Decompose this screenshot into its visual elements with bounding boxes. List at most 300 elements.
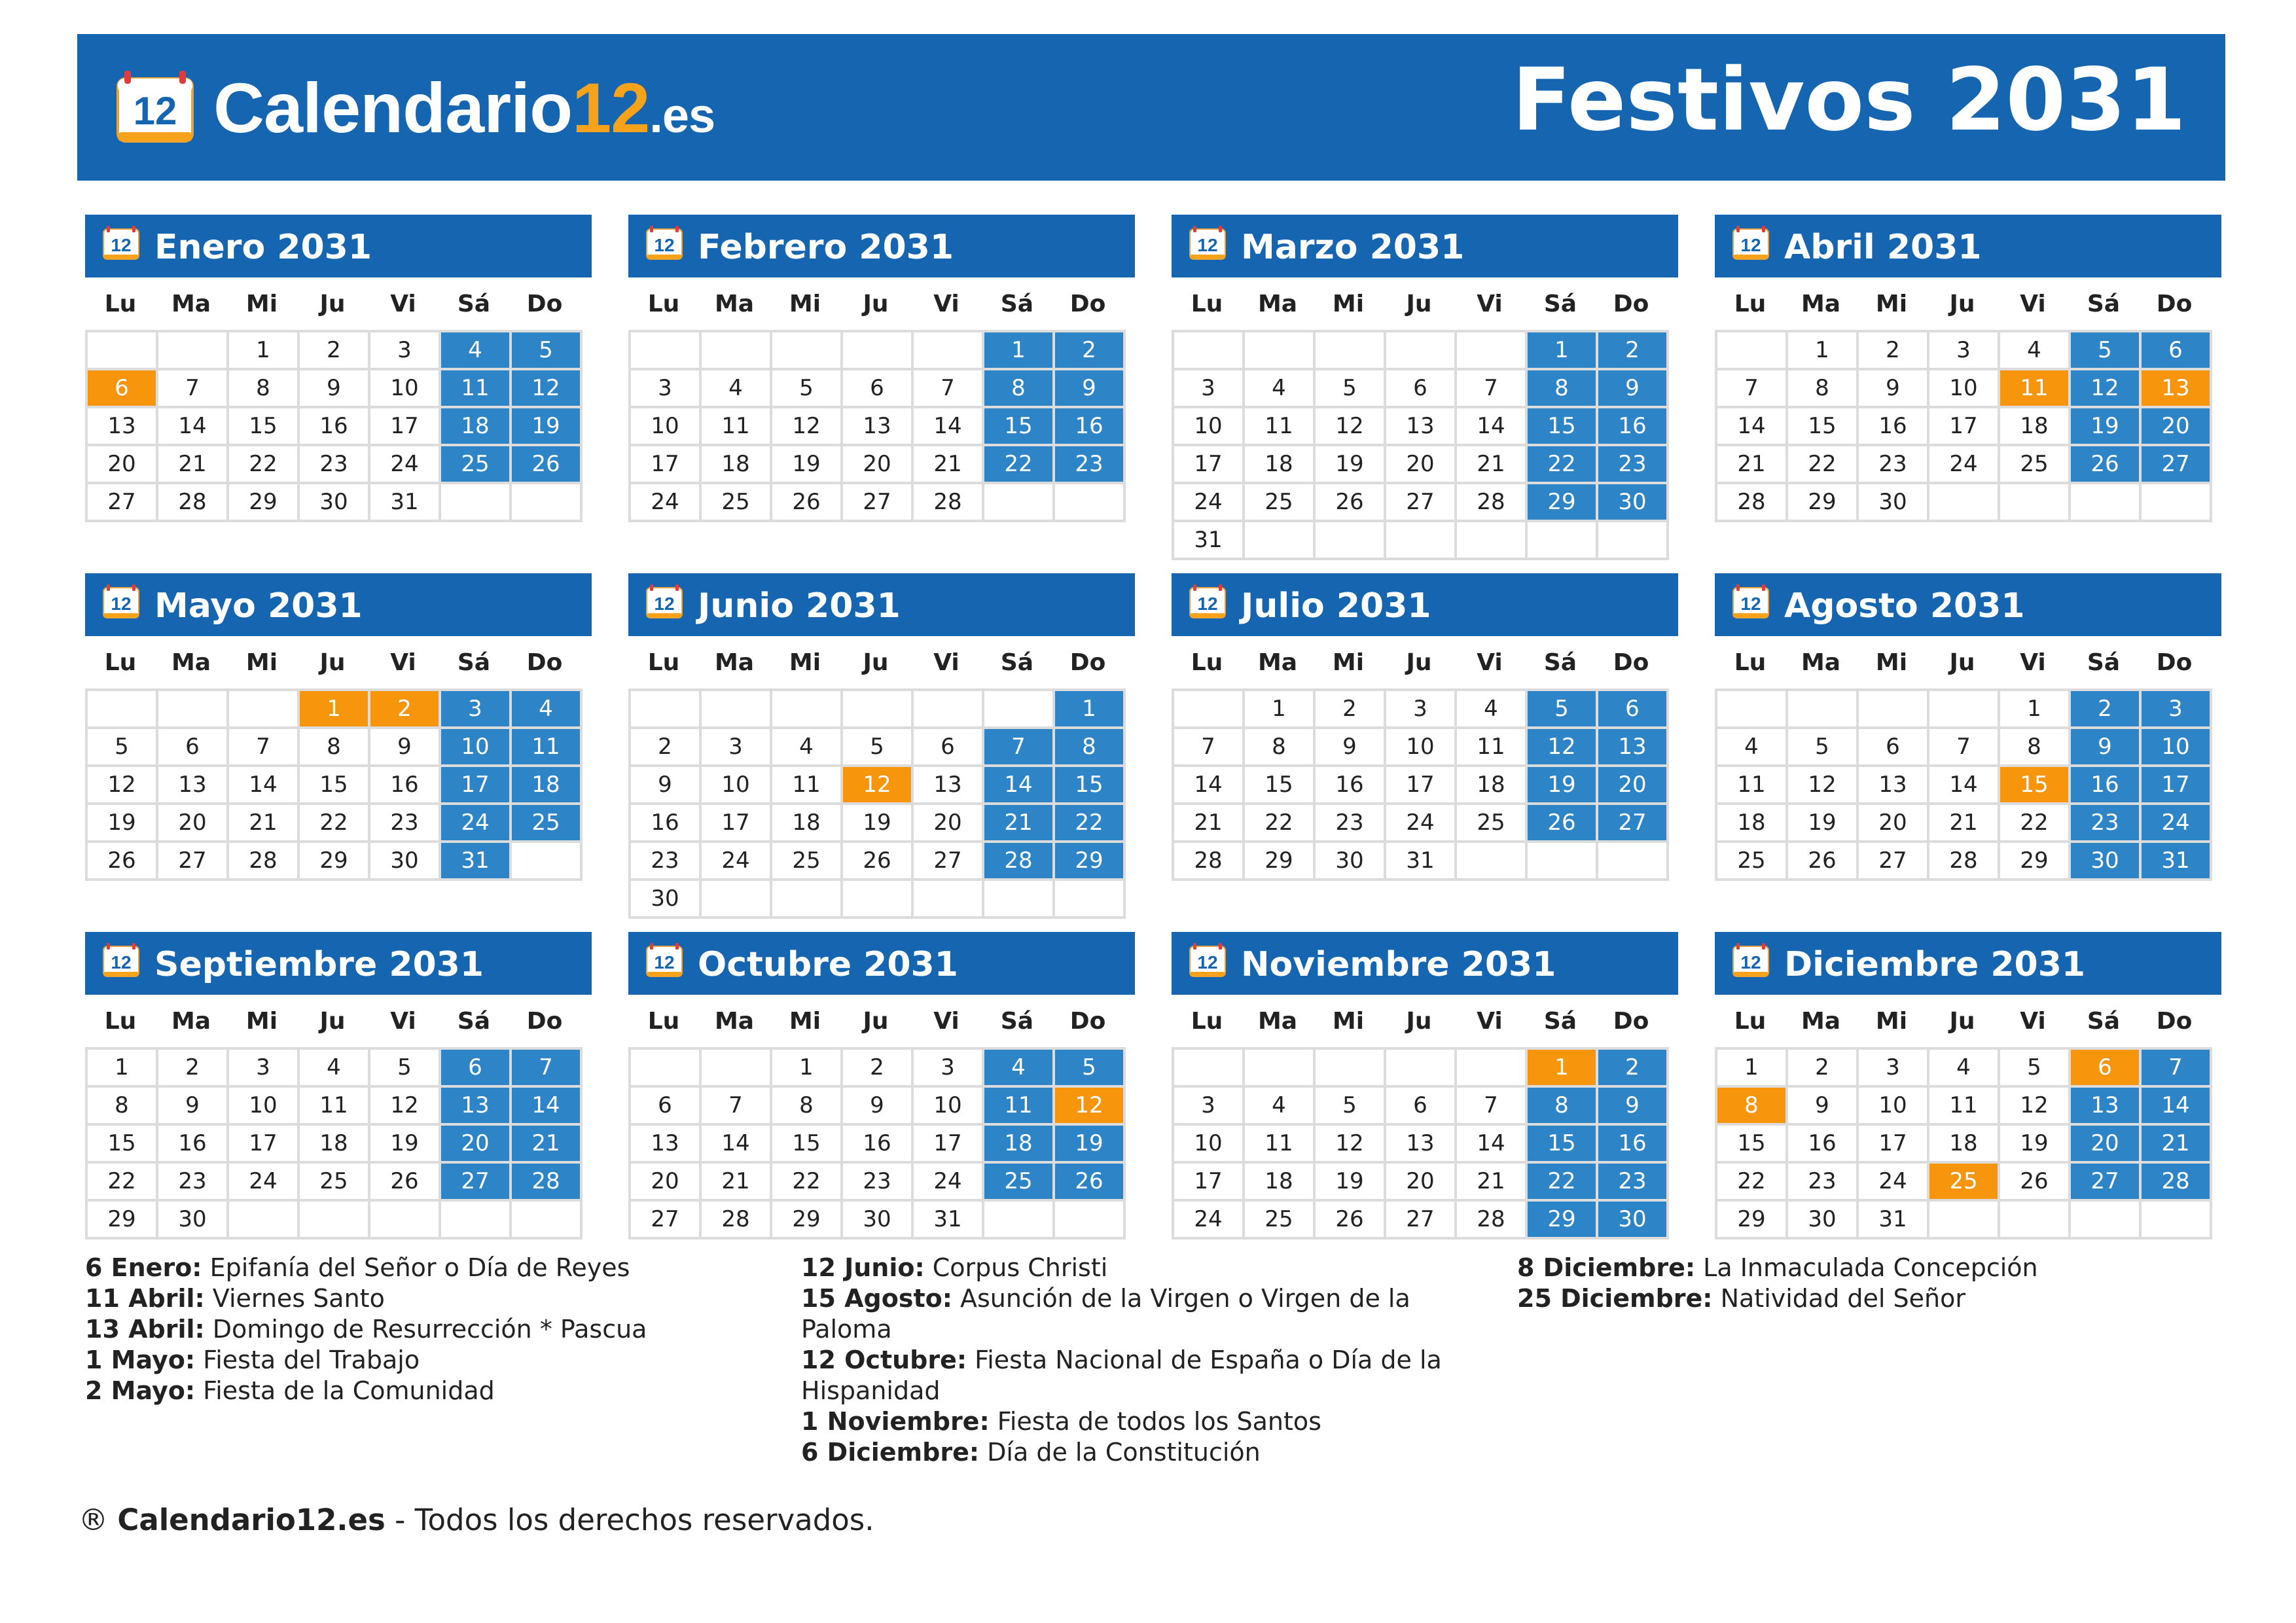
day-cell[interactable]: 13: [88, 408, 158, 446]
day-cell[interactable]: 16: [843, 1126, 914, 1164]
day-cell[interactable]: 21: [1457, 1164, 1528, 1202]
day-cell[interactable]: 26: [1316, 484, 1386, 522]
day-cell[interactable]: 31: [914, 1202, 984, 1240]
day-cell[interactable]: 8: [1717, 1088, 1788, 1126]
day-cell[interactable]: 27: [914, 843, 984, 881]
brand-name[interactable]: [213, 67, 715, 149]
day-cell[interactable]: 20: [843, 446, 914, 484]
day-cell[interactable]: 9: [843, 1088, 914, 1126]
day-cell[interactable]: 18: [2000, 408, 2071, 446]
day-cell[interactable]: 12: [2000, 1088, 2071, 1126]
day-cell[interactable]: 2: [1316, 691, 1386, 729]
day-cell[interactable]: 25: [1457, 805, 1528, 843]
day-cell[interactable]: 18: [512, 767, 583, 805]
day-cell[interactable]: 15: [1788, 408, 1859, 446]
day-cell[interactable]: 20: [1598, 767, 1669, 805]
day-cell[interactable]: 4: [512, 691, 583, 729]
day-cell[interactable]: 4: [441, 332, 512, 370]
day-cell[interactable]: 5: [1316, 1088, 1386, 1126]
day-cell[interactable]: 31: [1386, 843, 1457, 881]
day-cell[interactable]: 21: [1457, 446, 1528, 484]
day-cell[interactable]: 3: [441, 691, 512, 729]
day-cell[interactable]: 31: [1174, 522, 1245, 560]
day-cell[interactable]: 3: [1174, 370, 1245, 408]
day-cell[interactable]: 26: [772, 484, 843, 522]
day-cell[interactable]: 3: [1386, 691, 1457, 729]
day-cell[interactable]: 15: [1055, 767, 1126, 805]
day-cell[interactable]: 4: [2000, 332, 2071, 370]
day-cell[interactable]: 9: [1788, 1088, 1859, 1126]
day-cell[interactable]: 19: [1055, 1126, 1126, 1164]
day-cell[interactable]: 24: [1174, 484, 1245, 522]
day-cell[interactable]: 19: [2071, 408, 2142, 446]
day-cell[interactable]: 28: [1929, 843, 2000, 881]
day-cell[interactable]: 6: [631, 1088, 702, 1126]
day-cell[interactable]: 20: [1859, 805, 1929, 843]
day-cell[interactable]: 18: [300, 1126, 370, 1164]
day-cell[interactable]: 7: [1717, 370, 1788, 408]
day-cell[interactable]: 23: [1788, 1164, 1859, 1202]
day-cell[interactable]: 5: [2071, 332, 2142, 370]
day-cell[interactable]: 3: [370, 332, 441, 370]
day-cell[interactable]: 22: [229, 446, 300, 484]
day-cell[interactable]: 7: [702, 1088, 772, 1126]
day-cell[interactable]: 20: [1386, 446, 1457, 484]
day-cell[interactable]: 24: [229, 1164, 300, 1202]
day-cell[interactable]: 10: [1859, 1088, 1929, 1126]
day-cell[interactable]: 8: [1528, 370, 1598, 408]
day-cell[interactable]: 8: [1055, 729, 1126, 767]
day-cell[interactable]: 27: [158, 843, 229, 881]
day-cell[interactable]: 22: [984, 446, 1055, 484]
day-cell[interactable]: 9: [1598, 1088, 1669, 1126]
day-cell[interactable]: 21: [1717, 446, 1788, 484]
day-cell[interactable]: 14: [1457, 1126, 1528, 1164]
day-cell[interactable]: 1: [1245, 691, 1316, 729]
day-cell[interactable]: 14: [914, 408, 984, 446]
day-cell[interactable]: 10: [1174, 408, 1245, 446]
day-cell[interactable]: 29: [772, 1202, 843, 1240]
day-cell[interactable]: 3: [631, 370, 702, 408]
day-cell[interactable]: 29: [1717, 1202, 1788, 1240]
day-cell[interactable]: 29: [300, 843, 370, 881]
day-cell[interactable]: 17: [1174, 1164, 1245, 1202]
day-cell[interactable]: 18: [1245, 446, 1316, 484]
day-cell[interactable]: 18: [1717, 805, 1788, 843]
day-cell[interactable]: 22: [772, 1164, 843, 1202]
day-cell[interactable]: 27: [631, 1202, 702, 1240]
day-cell[interactable]: 1: [229, 332, 300, 370]
day-cell[interactable]: 27: [441, 1164, 512, 1202]
day-cell[interactable]: 16: [300, 408, 370, 446]
day-cell[interactable]: 2: [843, 1050, 914, 1088]
day-cell[interactable]: 14: [1929, 767, 2000, 805]
day-cell[interactable]: 27: [2071, 1164, 2142, 1202]
day-cell[interactable]: 11: [1717, 767, 1788, 805]
day-cell[interactable]: 23: [300, 446, 370, 484]
day-cell[interactable]: 7: [984, 729, 1055, 767]
day-cell[interactable]: 16: [1598, 1126, 1669, 1164]
day-cell[interactable]: 4: [702, 370, 772, 408]
day-cell[interactable]: 9: [2071, 729, 2142, 767]
day-cell[interactable]: 4: [1245, 370, 1316, 408]
day-cell[interactable]: 27: [88, 484, 158, 522]
day-cell[interactable]: 26: [1528, 805, 1598, 843]
day-cell[interactable]: 19: [1528, 767, 1598, 805]
day-cell[interactable]: 9: [1055, 370, 1126, 408]
day-cell[interactable]: 5: [1528, 691, 1598, 729]
day-cell[interactable]: 1: [300, 691, 370, 729]
day-cell[interactable]: 19: [1788, 805, 1859, 843]
day-cell[interactable]: 12: [1316, 408, 1386, 446]
day-cell[interactable]: 5: [1788, 729, 1859, 767]
day-cell[interactable]: 1: [88, 1050, 158, 1088]
day-cell[interactable]: 25: [2000, 446, 2071, 484]
day-cell[interactable]: 27: [1859, 843, 1929, 881]
day-cell[interactable]: 29: [1245, 843, 1316, 881]
day-cell[interactable]: 17: [229, 1126, 300, 1164]
day-cell[interactable]: 6: [441, 1050, 512, 1088]
day-cell[interactable]: 25: [1245, 1202, 1316, 1240]
day-cell[interactable]: 13: [441, 1088, 512, 1126]
day-cell[interactable]: 21: [2142, 1126, 2212, 1164]
day-cell[interactable]: 2: [2071, 691, 2142, 729]
day-cell[interactable]: 5: [2000, 1050, 2071, 1088]
day-cell[interactable]: 26: [2071, 446, 2142, 484]
day-cell[interactable]: 3: [1929, 332, 2000, 370]
day-cell[interactable]: 17: [914, 1126, 984, 1164]
day-cell[interactable]: 31: [441, 843, 512, 881]
day-cell[interactable]: 6: [158, 729, 229, 767]
day-cell[interactable]: 4: [1929, 1050, 2000, 1088]
day-cell[interactable]: 14: [158, 408, 229, 446]
day-cell[interactable]: 24: [914, 1164, 984, 1202]
day-cell[interactable]: 29: [229, 484, 300, 522]
day-cell[interactable]: 12: [772, 408, 843, 446]
day-cell[interactable]: 31: [2142, 843, 2212, 881]
day-cell[interactable]: 19: [88, 805, 158, 843]
day-cell[interactable]: 26: [2000, 1164, 2071, 1202]
day-cell[interactable]: 1: [984, 332, 1055, 370]
day-cell[interactable]: 4: [772, 729, 843, 767]
day-cell[interactable]: 12: [1788, 767, 1859, 805]
day-cell[interactable]: 28: [229, 843, 300, 881]
day-cell[interactable]: 14: [229, 767, 300, 805]
day-cell[interactable]: 24: [441, 805, 512, 843]
day-cell[interactable]: 24: [1174, 1202, 1245, 1240]
day-cell[interactable]: 6: [2071, 1050, 2142, 1088]
day-cell[interactable]: 1: [1055, 691, 1126, 729]
day-cell[interactable]: 28: [1457, 484, 1528, 522]
day-cell[interactable]: 15: [88, 1126, 158, 1164]
day-cell[interactable]: 30: [2071, 843, 2142, 881]
day-cell[interactable]: 23: [631, 843, 702, 881]
day-cell[interactable]: 6: [914, 729, 984, 767]
day-cell[interactable]: 13: [914, 767, 984, 805]
day-cell[interactable]: 12: [88, 767, 158, 805]
day-cell[interactable]: 14: [1457, 408, 1528, 446]
day-cell[interactable]: 22: [1528, 446, 1598, 484]
day-cell[interactable]: 16: [1788, 1126, 1859, 1164]
day-cell[interactable]: 15: [229, 408, 300, 446]
day-cell[interactable]: 1: [2000, 691, 2071, 729]
day-cell[interactable]: 14: [1174, 767, 1245, 805]
day-cell[interactable]: 4: [984, 1050, 1055, 1088]
day-cell[interactable]: 8: [1245, 729, 1316, 767]
day-cell[interactable]: 18: [1457, 767, 1528, 805]
day-cell[interactable]: 28: [702, 1202, 772, 1240]
day-cell[interactable]: 8: [2000, 729, 2071, 767]
day-cell[interactable]: 11: [300, 1088, 370, 1126]
day-cell[interactable]: 11: [984, 1088, 1055, 1126]
day-cell[interactable]: 15: [772, 1126, 843, 1164]
day-cell[interactable]: 5: [772, 370, 843, 408]
day-cell[interactable]: 3: [702, 729, 772, 767]
day-cell[interactable]: 1: [1788, 332, 1859, 370]
day-cell[interactable]: 7: [229, 729, 300, 767]
day-cell[interactable]: 24: [702, 843, 772, 881]
day-cell[interactable]: 19: [512, 408, 583, 446]
day-cell[interactable]: 26: [843, 843, 914, 881]
day-cell[interactable]: 2: [370, 691, 441, 729]
day-cell[interactable]: 20: [631, 1164, 702, 1202]
day-cell[interactable]: 21: [512, 1126, 583, 1164]
day-cell[interactable]: 19: [1316, 446, 1386, 484]
day-cell[interactable]: 28: [984, 843, 1055, 881]
day-cell[interactable]: 9: [300, 370, 370, 408]
day-cell[interactable]: 18: [984, 1126, 1055, 1164]
day-cell[interactable]: 3: [1859, 1050, 1929, 1088]
day-cell[interactable]: 18: [1245, 1164, 1316, 1202]
day-cell[interactable]: 9: [631, 767, 702, 805]
day-cell[interactable]: 8: [88, 1088, 158, 1126]
day-cell[interactable]: 28: [1717, 484, 1788, 522]
day-cell[interactable]: 29: [1528, 484, 1598, 522]
day-cell[interactable]: 30: [1859, 484, 1929, 522]
day-cell[interactable]: 15: [300, 767, 370, 805]
day-cell[interactable]: 23: [1316, 805, 1386, 843]
day-cell[interactable]: 4: [1457, 691, 1528, 729]
day-cell[interactable]: 18: [1929, 1126, 2000, 1164]
day-cell[interactable]: 13: [1598, 729, 1669, 767]
day-cell[interactable]: 25: [984, 1164, 1055, 1202]
day-cell[interactable]: 11: [1929, 1088, 2000, 1126]
day-cell[interactable]: 25: [1717, 843, 1788, 881]
day-cell[interactable]: 11: [2000, 370, 2071, 408]
day-cell[interactable]: 13: [631, 1126, 702, 1164]
day-cell[interactable]: 1: [1528, 1050, 1598, 1088]
day-cell[interactable]: 2: [300, 332, 370, 370]
day-cell[interactable]: 10: [1174, 1126, 1245, 1164]
day-cell[interactable]: 17: [1386, 767, 1457, 805]
day-cell[interactable]: 20: [914, 805, 984, 843]
day-cell[interactable]: 12: [370, 1088, 441, 1126]
day-cell[interactable]: 10: [370, 370, 441, 408]
day-cell[interactable]: 25: [1245, 484, 1316, 522]
day-cell[interactable]: 7: [512, 1050, 583, 1088]
day-cell[interactable]: 6: [1598, 691, 1669, 729]
day-cell[interactable]: 25: [1929, 1164, 2000, 1202]
day-cell[interactable]: 7: [914, 370, 984, 408]
day-cell[interactable]: 15: [1245, 767, 1316, 805]
day-cell[interactable]: 27: [1386, 1202, 1457, 1240]
day-cell[interactable]: 23: [158, 1164, 229, 1202]
day-cell[interactable]: 14: [2142, 1088, 2212, 1126]
day-cell[interactable]: 21: [158, 446, 229, 484]
day-cell[interactable]: 10: [702, 767, 772, 805]
day-cell[interactable]: 7: [1929, 729, 2000, 767]
footer-brand[interactable]: Calendario12.es: [117, 1503, 386, 1537]
day-cell[interactable]: 30: [300, 484, 370, 522]
day-cell[interactable]: 19: [772, 446, 843, 484]
day-cell[interactable]: 30: [843, 1202, 914, 1240]
day-cell[interactable]: 28: [1174, 843, 1245, 881]
day-cell[interactable]: 30: [1788, 1202, 1859, 1240]
day-cell[interactable]: 6: [1386, 370, 1457, 408]
day-cell[interactable]: 22: [1055, 805, 1126, 843]
day-cell[interactable]: 15: [1528, 408, 1598, 446]
day-cell[interactable]: 3: [229, 1050, 300, 1088]
day-cell[interactable]: 9: [1598, 370, 1669, 408]
day-cell[interactable]: 23: [370, 805, 441, 843]
day-cell[interactable]: 13: [1386, 1126, 1457, 1164]
day-cell[interactable]: 24: [1859, 1164, 1929, 1202]
day-cell[interactable]: 22: [1717, 1164, 1788, 1202]
day-cell[interactable]: 17: [2142, 767, 2212, 805]
day-cell[interactable]: 17: [1174, 446, 1245, 484]
day-cell[interactable]: 30: [370, 843, 441, 881]
day-cell[interactable]: 2: [158, 1050, 229, 1088]
day-cell[interactable]: 16: [631, 805, 702, 843]
day-cell[interactable]: 23: [2071, 805, 2142, 843]
day-cell[interactable]: 28: [914, 484, 984, 522]
day-cell[interactable]: 21: [1929, 805, 2000, 843]
day-cell[interactable]: 18: [702, 446, 772, 484]
day-cell[interactable]: 3: [914, 1050, 984, 1088]
day-cell[interactable]: 15: [984, 408, 1055, 446]
day-cell[interactable]: 8: [984, 370, 1055, 408]
day-cell[interactable]: 1: [1717, 1050, 1788, 1088]
day-cell[interactable]: 22: [88, 1164, 158, 1202]
day-cell[interactable]: 26: [88, 843, 158, 881]
day-cell[interactable]: 10: [441, 729, 512, 767]
day-cell[interactable]: 30: [1598, 484, 1669, 522]
day-cell[interactable]: 30: [1598, 1202, 1669, 1240]
day-cell[interactable]: 26: [1055, 1164, 1126, 1202]
day-cell[interactable]: 12: [1316, 1126, 1386, 1164]
day-cell[interactable]: 4: [1717, 729, 1788, 767]
day-cell[interactable]: 13: [158, 767, 229, 805]
day-cell[interactable]: 17: [370, 408, 441, 446]
day-cell[interactable]: 3: [2142, 691, 2212, 729]
day-cell[interactable]: 9: [370, 729, 441, 767]
day-cell[interactable]: 30: [1316, 843, 1386, 881]
day-cell[interactable]: 23: [1055, 446, 1126, 484]
day-cell[interactable]: 11: [1245, 1126, 1316, 1164]
day-cell[interactable]: 25: [702, 484, 772, 522]
day-cell[interactable]: 21: [984, 805, 1055, 843]
day-cell[interactable]: 20: [158, 805, 229, 843]
day-cell[interactable]: 10: [631, 408, 702, 446]
day-cell[interactable]: 13: [1386, 408, 1457, 446]
day-cell[interactable]: 13: [2142, 370, 2212, 408]
day-cell[interactable]: 9: [1316, 729, 1386, 767]
day-cell[interactable]: 29: [1055, 843, 1126, 881]
day-cell[interactable]: 22: [1528, 1164, 1598, 1202]
day-cell[interactable]: 11: [772, 767, 843, 805]
day-cell[interactable]: 12: [512, 370, 583, 408]
day-cell[interactable]: 25: [441, 446, 512, 484]
day-cell[interactable]: 8: [772, 1088, 843, 1126]
day-cell[interactable]: 17: [441, 767, 512, 805]
day-cell[interactable]: 4: [300, 1050, 370, 1088]
day-cell[interactable]: 13: [2071, 1088, 2142, 1126]
day-cell[interactable]: 8: [300, 729, 370, 767]
day-cell[interactable]: 16: [370, 767, 441, 805]
day-cell[interactable]: 2: [1598, 332, 1669, 370]
day-cell[interactable]: 15: [1717, 1126, 1788, 1164]
day-cell[interactable]: 2: [1788, 1050, 1859, 1088]
day-cell[interactable]: 27: [843, 484, 914, 522]
day-cell[interactable]: 19: [843, 805, 914, 843]
day-cell[interactable]: 15: [1528, 1126, 1598, 1164]
day-cell[interactable]: 5: [843, 729, 914, 767]
day-cell[interactable]: 10: [1386, 729, 1457, 767]
day-cell[interactable]: 5: [88, 729, 158, 767]
day-cell[interactable]: 20: [2071, 1126, 2142, 1164]
day-cell[interactable]: 18: [441, 408, 512, 446]
day-cell[interactable]: 16: [1316, 767, 1386, 805]
day-cell[interactable]: 8: [1788, 370, 1859, 408]
day-cell[interactable]: 5: [1055, 1050, 1126, 1088]
day-cell[interactable]: 10: [2142, 729, 2212, 767]
day-cell[interactable]: 23: [1859, 446, 1929, 484]
day-cell[interactable]: 22: [2000, 805, 2071, 843]
day-cell[interactable]: 31: [1859, 1202, 1929, 1240]
day-cell[interactable]: 24: [2142, 805, 2212, 843]
day-cell[interactable]: 2: [1055, 332, 1126, 370]
day-cell[interactable]: 30: [158, 1202, 229, 1240]
day-cell[interactable]: 17: [1859, 1126, 1929, 1164]
day-cell[interactable]: 29: [88, 1202, 158, 1240]
day-cell[interactable]: 3: [1174, 1088, 1245, 1126]
day-cell[interactable]: 23: [843, 1164, 914, 1202]
day-cell[interactable]: 25: [300, 1164, 370, 1202]
day-cell[interactable]: 14: [512, 1088, 583, 1126]
day-cell[interactable]: 12: [1055, 1088, 1126, 1126]
day-cell[interactable]: 7: [158, 370, 229, 408]
day-cell[interactable]: 18: [772, 805, 843, 843]
day-cell[interactable]: 29: [1528, 1202, 1598, 1240]
day-cell[interactable]: 1: [772, 1050, 843, 1088]
day-cell[interactable]: 12: [843, 767, 914, 805]
day-cell[interactable]: 8: [1528, 1088, 1598, 1126]
day-cell[interactable]: 26: [512, 446, 583, 484]
day-cell[interactable]: 24: [631, 484, 702, 522]
day-cell[interactable]: 24: [1929, 446, 2000, 484]
day-cell[interactable]: 26: [1316, 1202, 1386, 1240]
day-cell[interactable]: 27: [1386, 484, 1457, 522]
day-cell[interactable]: 13: [843, 408, 914, 446]
day-cell[interactable]: 4: [1245, 1088, 1316, 1126]
day-cell[interactable]: 2: [1859, 332, 1929, 370]
day-cell[interactable]: 10: [229, 1088, 300, 1126]
day-cell[interactable]: 13: [1859, 767, 1929, 805]
day-cell[interactable]: 16: [1598, 408, 1669, 446]
day-cell[interactable]: 11: [1245, 408, 1316, 446]
day-cell[interactable]: 30: [631, 881, 702, 919]
day-cell[interactable]: 31: [370, 484, 441, 522]
